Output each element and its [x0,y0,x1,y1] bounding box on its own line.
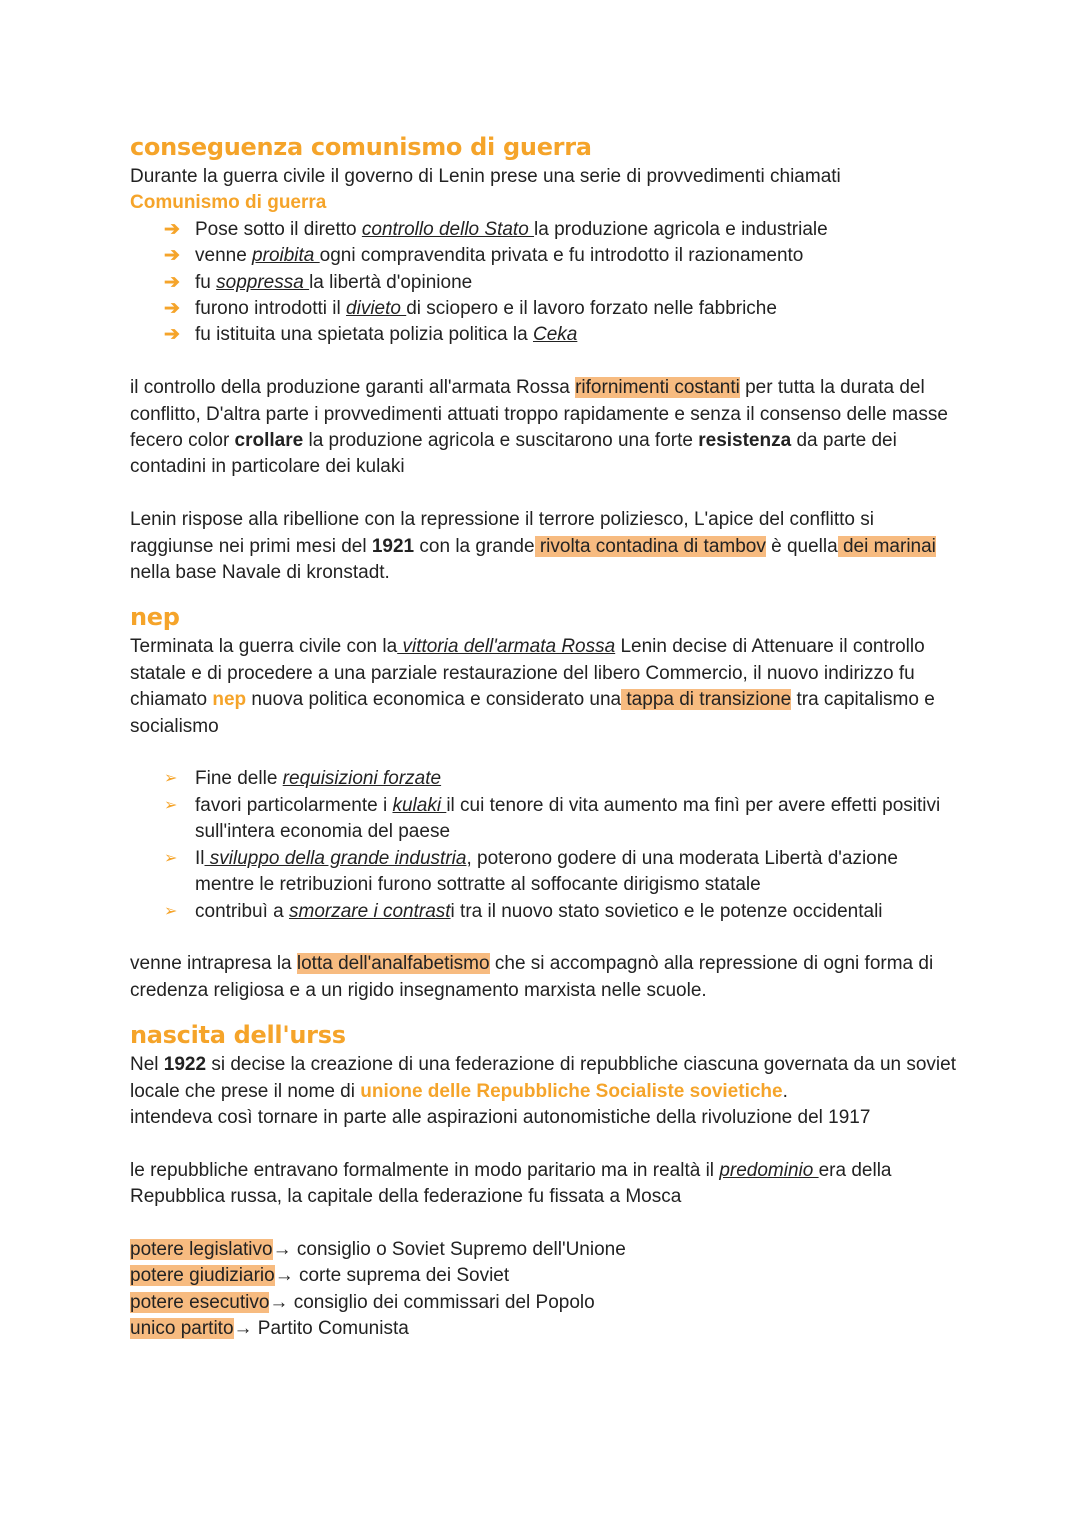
list-text: fu [195,271,217,293]
term-urss: unione delle Repubbliche Socialiste sovietiche [360,1080,783,1102]
power-value: → Partito Comunista [233,1318,409,1340]
power-label: unico partito [130,1318,234,1340]
underlined-term: requisizioni forzate [282,768,442,790]
term-comunismo-di-guerra: Comunismo di guerra [130,192,327,214]
text: Nel [130,1054,164,1076]
list-item [130,766,960,792]
list-text: il cui tenore di vita aumento ma finì per avere effetti positivi sull'intera economia del paese [195,794,941,843]
list-item [130,846,960,899]
text: da parte dei contadini in particolare dei kulaki [130,430,897,478]
highlight-analfabetismo: lotta dell'analfabetismo [296,953,490,975]
list-text: Fine delle [195,768,283,790]
list-text: la libertà d'opinione [309,271,473,293]
section-title-comunismo-di-guerra: conseguenza comunismo di guerra [130,133,592,161]
power-row [130,1290,960,1316]
list-item [130,296,960,322]
underlined-term: soppressa [216,271,310,293]
power-value: → corte suprema dei Soviet [274,1265,510,1287]
text: nella base Navale di kronstadt. [130,562,390,584]
list-item [130,270,960,296]
power-value: → consiglio o Soviet Supremo dell'Unione [272,1238,626,1260]
triangle-arrow-icon: ➢ [164,902,178,920]
section-title-nep: nep [130,603,180,632]
list-item [130,217,960,243]
bold-resistenza: resistenza [698,430,792,452]
term-nep: nep [212,689,247,711]
text: intendeva così tornare in parte alle aspirazioni autonomistiche della rivoluzione del 1917 [130,1106,871,1128]
list-item [130,322,960,348]
underlined-term: proibita [252,245,320,267]
paragraph-federazione [130,1052,960,1131]
text: Terminata la guerra civile con la [130,636,398,658]
underlined-term: smorzare i contrast [289,900,451,922]
arrow-right-icon: ➔ [164,324,180,346]
underlined-term: Ceka [532,324,578,346]
list-item [130,793,960,846]
text: le repubbliche entravano formalmente in modo paritario ma in realtà il [130,1159,720,1181]
triangle-arrow-icon: ➢ [164,770,178,788]
bold-crollare: crollare [234,430,304,452]
powers-list [130,1237,960,1343]
triangle-arrow-icon: ➢ [164,849,178,867]
text: si decise la creazione di una federazione di repubbliche ciascuna governata da un soviet locale che prese il nome di [130,1054,957,1102]
paragraph-analfabetismo [130,951,960,1004]
list-text: di sciopero e il lavoro forzato nelle fabbriche [406,298,777,320]
paragraph-repressione [130,507,960,586]
underlined-predominio: predominio [719,1159,819,1181]
text: Lenin decise di Attenuare il controllo statale e di procedere a una parziale restaurazione del libero Commercio, il nuovo indirizzo fu chiamato [130,636,925,711]
list-item [130,243,960,269]
text: la produzione agricola e suscitarono una forte [303,430,699,452]
underlined-vittoria: vittoria dell'armata Rossa [397,636,616,658]
list-text: Pose sotto il diretto [195,218,362,240]
document-content [130,130,960,1343]
underlined-term: kulaki [392,794,447,816]
power-label: potere giudiziario [130,1265,275,1287]
list-item [130,899,960,925]
paragraph-predominio [130,1158,960,1211]
highlight-tappa: tappa di transizione [621,689,792,711]
text: per tutta la durata del conflitto, D'altra parte i provvedimenti attuati troppo rapidamente e senza il consenso delle masse fecero color [130,377,948,452]
underlined-term: divieto [346,298,407,320]
text: è quella [765,535,838,557]
text: Lenin rispose alla ribellione con la repressione il terrore poliziesco, L'apice del conflitto si raggiunse nei primi mesi del [130,509,874,557]
highlight-rifornimenti: rifornimenti costanti [575,377,740,399]
underlined-term: controllo dello Stato [361,218,535,240]
text: venne intrapresa la [130,953,297,975]
power-label: potere esecutivo [130,1291,270,1313]
list-text: , poterono godere di una moderata Libertà d'azione mentre le retribuzioni furono sottratte al soffocante dirigismo statale [195,847,898,896]
list-text: ogni compravendita privata e fu introdotto il razionamento [319,245,804,267]
list-text: contribuì a [195,900,289,922]
text: . [782,1080,788,1102]
power-row [130,1237,960,1263]
list-text: la produzione agricola e industriale [534,218,828,240]
year-1921: 1921 [371,535,415,557]
triangle-arrow-icon: ➢ [164,796,178,814]
text: era della Repubblica russa, la capitale della federazione fu fissata a Mosca [130,1159,892,1208]
list-nep-effetti [130,766,960,924]
text: che si accompagnò alla repressione di ogni forma di credenza religiosa e a un rigido insegnamento marxista nelle scuole. [130,953,934,1001]
highlight-tambov: rivolta contadina di tambov [534,535,766,557]
power-row [130,1316,960,1342]
underlined-term: sviluppo della grande industria [204,847,467,869]
power-value: → consiglio dei commissari del Popolo [269,1291,595,1313]
power-row [130,1263,960,1289]
intro-text: Durante la guerra civile il governo di Lenin prese una serie di provvedimenti chiamati [130,166,841,187]
list-text: favori particolarmente i [195,794,393,816]
text: il controllo della produzione garanti all'armata Rossa [130,377,576,399]
paragraph-controllo-produzione [130,375,960,481]
year-1922: 1922 [163,1054,207,1076]
paragraph-intro [130,164,960,217]
list-text: Il [195,847,205,869]
arrow-right-icon: ➔ [164,218,180,240]
arrow-right-icon: ➔ [164,298,180,320]
list-provvedimenti [130,217,960,349]
text: nuova politica economica e considerato una [246,689,622,711]
text: tra capitalismo e socialismo [130,689,935,737]
list-text: furono introdotti il [195,298,347,320]
highlight-marinai: dei marinai [837,535,936,557]
section-title-nascita-urss: nascita dell'urss [130,1021,346,1050]
arrow-right-icon: ➔ [164,245,180,267]
list-text: venne [195,245,253,267]
arrow-right-icon: ➔ [164,271,180,293]
list-text: fu istituita una spietata polizia politica la [195,324,533,346]
text: con la grande [414,535,535,557]
paragraph-nep-intro [130,634,960,740]
power-label: potere legislativo [130,1238,273,1260]
list-text: i tra il nuovo stato sovietico e le potenze occidentali [450,900,883,922]
